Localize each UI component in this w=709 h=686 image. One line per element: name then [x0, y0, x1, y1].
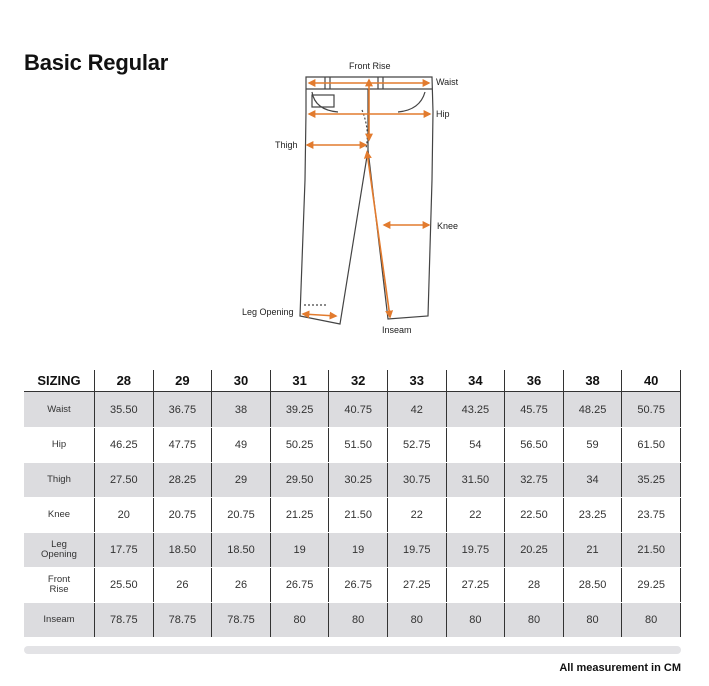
table-cell: 28 — [505, 568, 564, 603]
table-cell: 30.75 — [387, 463, 446, 498]
table-cell: 56.50 — [505, 428, 564, 463]
table-cell: 50.75 — [622, 392, 681, 428]
table-row — [24, 392, 681, 428]
table-cell: 26 — [212, 568, 271, 603]
table-cell: 23.25 — [563, 498, 622, 533]
size-header-36: 36 — [505, 370, 564, 392]
table-cell: 19.75 — [446, 533, 505, 568]
table-cell: 29.25 — [622, 568, 681, 603]
table-cell: 25.50 — [95, 568, 154, 603]
table-cell: 36.75 — [153, 392, 212, 428]
table-cell: 19 — [329, 533, 388, 568]
table-cell: 78.75 — [95, 603, 154, 638]
table-cell: 52.75 — [387, 428, 446, 463]
table-cell: 61.50 — [622, 428, 681, 463]
table-cell: 21.50 — [329, 498, 388, 533]
table-cell: 26 — [153, 568, 212, 603]
front-rise-label: Front Rise — [349, 61, 391, 71]
table-cell: 50.25 — [270, 428, 329, 463]
table-cell: 17.75 — [95, 533, 154, 568]
row-label: Waist — [24, 392, 95, 428]
table-cell: 26.75 — [329, 568, 388, 603]
table-cell: 22 — [446, 498, 505, 533]
table-cell: 49 — [212, 428, 271, 463]
table-cell: 20.75 — [153, 498, 212, 533]
size-header-29: 29 — [153, 370, 212, 392]
row-label: Hip — [24, 428, 95, 463]
hip-label: Hip — [436, 109, 450, 119]
table-cell: 20.75 — [212, 498, 271, 533]
table-cell: 35.50 — [95, 392, 154, 428]
table-cell: 26.75 — [270, 568, 329, 603]
knee-label: Knee — [437, 221, 459, 231]
table-row — [24, 533, 681, 568]
waist-label: Waist — [436, 77, 459, 87]
size-header-34: 34 — [446, 370, 505, 392]
row-label: Inseam — [24, 603, 95, 638]
size-header-31: 31 — [270, 370, 329, 392]
size-header-32: 32 — [329, 370, 388, 392]
table-cell: 80 — [505, 603, 564, 638]
table-cell: 80 — [270, 603, 329, 638]
table-cell: 22.50 — [505, 498, 564, 533]
table-cell: 21.25 — [270, 498, 329, 533]
table-cell: 29.50 — [270, 463, 329, 498]
table-cell: 29 — [212, 463, 271, 498]
table-cell: 21.50 — [622, 533, 681, 568]
size-chart-table — [24, 370, 681, 638]
table-header-row — [24, 370, 681, 392]
size-header-38: 38 — [563, 370, 622, 392]
table-cell: 80 — [329, 603, 388, 638]
table-cell: 80 — [563, 603, 622, 638]
table-row — [24, 463, 681, 498]
table-cell: 48.25 — [563, 392, 622, 428]
inseam-label: Inseam — [382, 325, 412, 335]
row-label: Thigh — [24, 463, 95, 498]
horizontal-scrollbar[interactable] — [24, 646, 681, 654]
table-row — [24, 498, 681, 533]
table-cell: 20 — [95, 498, 154, 533]
table-cell: 80 — [446, 603, 505, 638]
table-cell: 45.75 — [505, 392, 564, 428]
inseam-arrow — [367, 152, 390, 317]
leg-opening-arrow — [303, 314, 336, 316]
table-cell: 18.50 — [153, 533, 212, 568]
measurement-unit-note: All measurement in CM — [559, 662, 681, 674]
size-header-28: 28 — [95, 370, 154, 392]
table-cell: 22 — [387, 498, 446, 533]
row-label: Leg Opening — [24, 533, 95, 568]
table-cell: 30.25 — [329, 463, 388, 498]
table-row — [24, 568, 681, 603]
measurement-arrows — [303, 80, 430, 317]
table-cell: 46.25 — [95, 428, 154, 463]
table-cell: 34 — [563, 463, 622, 498]
thigh-label: Thigh — [275, 140, 298, 150]
table-cell: 40.75 — [329, 392, 388, 428]
table-cell: 39.25 — [270, 392, 329, 428]
page-title: Basic Regular — [24, 50, 169, 75]
table-cell: 23.75 — [622, 498, 681, 533]
row-label: Front Rise — [24, 568, 95, 603]
table-cell: 28.25 — [153, 463, 212, 498]
table-cell: 32.75 — [505, 463, 564, 498]
table-cell: 78.75 — [212, 603, 271, 638]
table-cell: 59 — [563, 428, 622, 463]
sizing-header: SIZING — [24, 370, 95, 392]
size-header-30: 30 — [212, 370, 271, 392]
table-cell: 20.25 — [505, 533, 564, 568]
table-row — [24, 603, 681, 638]
table-cell: 21 — [563, 533, 622, 568]
table-cell: 47.75 — [153, 428, 212, 463]
table-cell: 80 — [387, 603, 446, 638]
table-cell: 18.50 — [212, 533, 271, 568]
table-cell: 27.25 — [387, 568, 446, 603]
table-cell: 28.50 — [563, 568, 622, 603]
table-cell: 31.50 — [446, 463, 505, 498]
table-cell: 51.50 — [329, 428, 388, 463]
table-cell: 38 — [212, 392, 271, 428]
table-cell: 43.25 — [446, 392, 505, 428]
table-cell: 42 — [387, 392, 446, 428]
size-header-40: 40 — [622, 370, 681, 392]
table-cell: 35.25 — [622, 463, 681, 498]
table-cell: 27.25 — [446, 568, 505, 603]
table-cell: 19 — [270, 533, 329, 568]
size-chart-body — [24, 392, 681, 638]
row-label: Knee — [24, 498, 95, 533]
leg-opening-label: Leg Opening — [242, 307, 294, 317]
table-cell: 54 — [446, 428, 505, 463]
table-cell: 19.75 — [387, 533, 446, 568]
size-header-33: 33 — [387, 370, 446, 392]
table-row — [24, 428, 681, 463]
table-cell: 27.50 — [95, 463, 154, 498]
table-cell: 80 — [622, 603, 681, 638]
table-cell: 78.75 — [153, 603, 212, 638]
